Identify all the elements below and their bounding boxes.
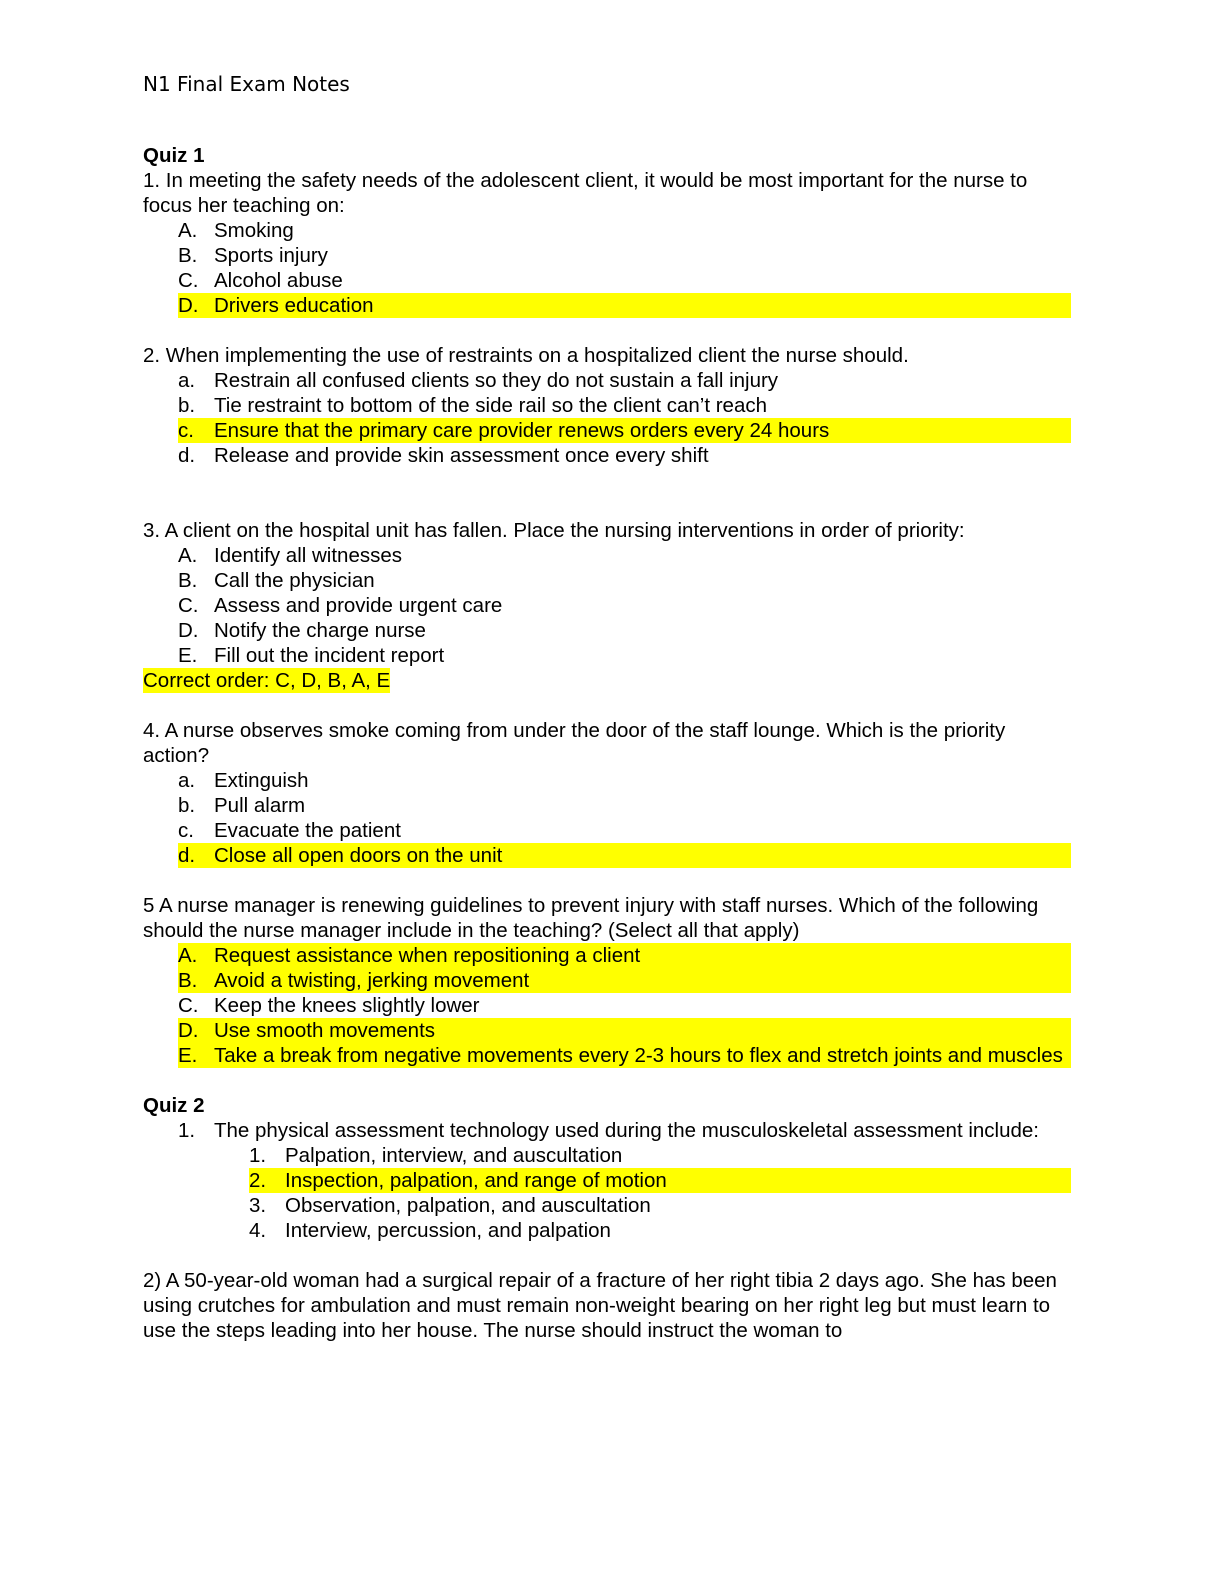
highlighted-answer: D. Use smooth movements bbox=[178, 1018, 1071, 1043]
option: E. Fill out the incident report bbox=[178, 644, 445, 667]
quiz1-question-3-options bbox=[143, 543, 1071, 668]
highlighted-answer: d. Close all open doors on the unit bbox=[178, 843, 1071, 868]
quiz2-question-1-options bbox=[143, 1143, 1071, 1243]
highlighted-answer: D. Drivers education bbox=[178, 293, 1071, 318]
option: C. Assess and provide urgent care bbox=[178, 594, 503, 617]
option: B. Call the physician bbox=[178, 569, 375, 592]
quiz2-question-2: 2) A 50-year-old woman had a surgical repair of a fracture of her right tibia 2 days ago. She has been using crutches for ambulation and must remain non-weight bearing on her right leg but must learn to use the steps leading into her house. The nurse should instruct the woman to bbox=[143, 1269, 1057, 1342]
highlighted-answer: 2. Inspection, palpation, and range of motion bbox=[249, 1168, 1071, 1193]
option: 3. Observation, palpation, and auscultation bbox=[249, 1194, 651, 1217]
option: A. Identify all witnesses bbox=[178, 544, 403, 567]
highlighted-answer: c. Ensure that the primary care provider renews orders every 24 hours bbox=[178, 418, 1071, 443]
option: 4. Interview, percussion, and palpation bbox=[249, 1219, 611, 1242]
quiz1-question-1: 1. In meeting the safety needs of the adolescent client, it would be most important for the nurse to focus her teaching on: bbox=[143, 169, 1028, 217]
quiz1-question-1-options bbox=[143, 218, 1071, 318]
option: D. Notify the charge nurse bbox=[178, 619, 426, 642]
option: A. Smoking bbox=[178, 219, 294, 242]
document-body bbox=[143, 143, 1071, 1343]
quiz1-question-3: 3. A client on the hospital unit has fallen. Place the nursing interventions in order of priority: bbox=[143, 519, 965, 542]
option: b. Pull alarm bbox=[178, 794, 306, 817]
option: B. Sports injury bbox=[178, 244, 328, 267]
highlighted-answer: A. Request assistance when repositioning a client bbox=[178, 943, 1071, 968]
highlighted-answer: E. Take a break from negative movements every 2-3 hours to flex and stretch joints and muscles bbox=[178, 1043, 1071, 1068]
quiz1-question-5-options bbox=[143, 943, 1071, 1068]
quiz2-question-1: 1. The physical assessment technology used during the musculoskeletal assessment include: bbox=[178, 1119, 1039, 1142]
option: a. Extinguish bbox=[178, 769, 309, 792]
option: a. Restrain all confused clients so they do not sustain a fall injury bbox=[178, 369, 779, 392]
quiz1-question-5: 5 A nurse manager is renewing guidelines to prevent injury with staff nurses. Which of the following should the nurse manager include in the teaching? (Select all that apply) bbox=[143, 894, 1039, 942]
option: C. Keep the knees slightly lower bbox=[178, 994, 480, 1017]
quiz1-question-2-options bbox=[143, 368, 1071, 468]
quiz1-question-2: 2. When implementing the use of restraints on a hospitalized client the nurse should. bbox=[143, 344, 909, 367]
highlighted-answer: B. Avoid a twisting, jerking movement bbox=[178, 968, 1071, 993]
quiz1-heading: Quiz 1 bbox=[143, 144, 205, 167]
option: c. Evacuate the patient bbox=[178, 819, 401, 842]
option: d. Release and provide skin assessment once every shift bbox=[178, 444, 709, 467]
option: C. Alcohol abuse bbox=[178, 269, 343, 292]
option: b. Tie restraint to bottom of the side rail so the client can’t reach bbox=[178, 394, 768, 417]
quiz1-question-4-options bbox=[143, 768, 1071, 868]
page-header: N1 Final Exam Notes bbox=[143, 72, 350, 96]
quiz2-heading: Quiz 2 bbox=[143, 1094, 205, 1117]
option: 1. Palpation, interview, and auscultation bbox=[249, 1144, 623, 1167]
quiz1-question-4: 4. A nurse observes smoke coming from under the door of the staff lounge. Which is the priority action? bbox=[143, 719, 1006, 767]
correct-order-answer: Correct order: C, D, B, A, E bbox=[143, 669, 391, 692]
